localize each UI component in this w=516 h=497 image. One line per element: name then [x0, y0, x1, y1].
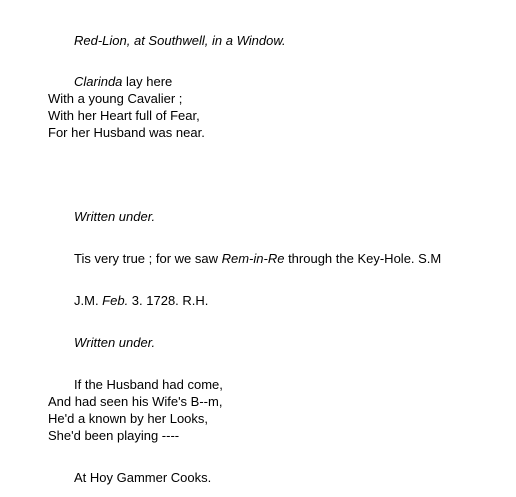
- verse1-line1: [74, 73, 172, 90]
- verse1-line4: For her Husband was near.: [48, 125, 205, 140]
- written-under-2: Written under.: [74, 335, 156, 350]
- signature-before: J.M.: [74, 293, 103, 308]
- signature-italic: Feb.: [102, 293, 129, 308]
- heading: Red-Lion, at Southwell, in a Window.: [74, 33, 286, 48]
- verse1-line1-rest: lay here: [122, 74, 173, 89]
- verse2-line2: And had seen his Wife's B--m,: [48, 394, 223, 409]
- verse2-line4: She'd been playing ----: [48, 428, 180, 443]
- verse1-line3: With her Heart full of Fear,: [48, 108, 200, 123]
- written-under-1: Written under.: [74, 209, 156, 224]
- verse2-line1: If the Husband had come,: [74, 377, 223, 392]
- remark-line: [74, 250, 441, 267]
- remark-before: Tis very true ; for we saw: [74, 251, 222, 266]
- remark-italic: Rem-in-Re: [221, 251, 285, 266]
- verse1-line2: With a young Cavalier ;: [48, 91, 183, 106]
- signature-line: [74, 292, 208, 309]
- verse2-line3: He'd a known by her Looks,: [48, 411, 209, 426]
- verse1-name: Clarinda: [74, 74, 123, 89]
- signature-after: 3. 1728. R.H.: [128, 293, 209, 308]
- footer-line: At Hoy Gammer Cooks.: [74, 470, 212, 485]
- remark-after: through the Key-Hole. S.M: [284, 251, 442, 266]
